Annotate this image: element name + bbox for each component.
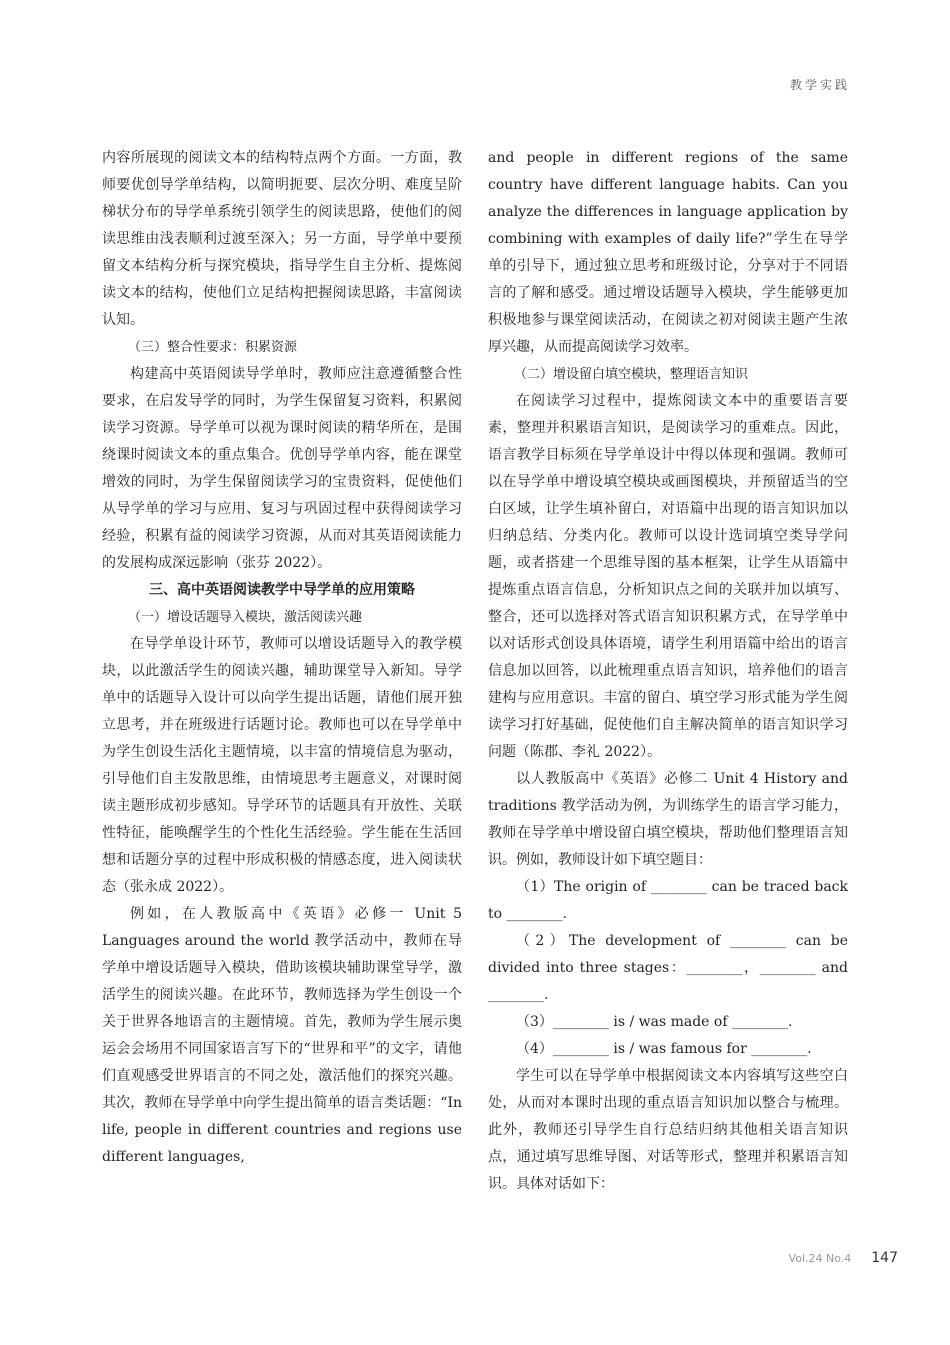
paragraph: 内容所展现的阅读文本的结构特点两个方面。一方面，教师要优创导学单结构，以简明扼要、层次分明、难度呈阶梯状分布的导学单系统引领学生的阅读思路，使他们的阅读思维由浅表顺利过渡至深入；另一方面，导学单中要预留文本结构分析与探究模块，指导学生自主分析、提炼阅读文本的结构，使他们立足结构把握阅读思路，丰富阅读认知。 <box>102 150 462 328</box>
fill-blank-item: （1）The origin of ________ can be traced back to ________. <box>488 879 848 922</box>
paragraph: 以人教版高中《英语》必修二 Unit 4 History and traditions 教学活动为例，为训练学生的语言学习能力，教师在导学单中增设留白填空模块，帮助他们整理语言知识。例如，教师设计如下填空题目： <box>488 771 848 868</box>
paragraph: 在导学单设计环节，教师可以增设话题导入的教学模块，以此激活学生的阅读兴趣，辅助课堂导入新知。导学单中的话题导入设计可以向学生提出话题，请他们展开独立思考，并在班级进行话题讨论。教师也可以在导学单中为学生创设生活化主题情境，以丰富的情境信息为驱动，引导他们自主发散思维，由情境思考主题意义，对课时阅读主题形成初步感知。导学环节的话题具有开放性、关联性特征，能唤醒学生的个性化生活经验。学生能在生活回想和话题分享的过程中形成积极的情感态度，进入阅读状态（张永成 2022）。 <box>102 636 462 895</box>
subsection-heading: （三）整合性要求：积累资源 <box>128 340 298 355</box>
paragraph: 学生可以在导学单中根据阅读文本内容填写这些空白处，从而对本课时出现的重点语言知识加以整合与梳理。此外，教师还引导学生自行总结归纳其他相关语言知识点，通过填写思维导图、对话等形式，整理并积累语言知识。具体对话如下： <box>488 1068 848 1192</box>
fill-blank-item: （3）________ is / was made of ________. <box>516 1014 793 1030</box>
subsection-heading: （一）增设话题导入模块，激活阅读兴趣 <box>128 610 363 625</box>
section-header: 教学实践 <box>789 78 850 92</box>
right-column <box>488 145 848 1198</box>
paragraph: 构建高中英语阅读导学单时，教师应注意遵循整合性要求，在启发导学的同时，为学生保留复习资料，积累阅读学习资源。导学单可以视为课时阅读的精华所在，是围绕课时阅读文本的重点集合。优创导学单内容，能在课堂增效的同时，为学生保留阅读学习的宝贵资料，促使他们从导学单的学习与应用、复习与巩固过程中获得阅读学习经验，积累有益的阅读学习资源，从而对其英语阅读能力的发展构成深远影响（张芬 2022）。 <box>102 366 462 571</box>
left-column <box>102 145 462 1171</box>
subsection-heading: （二）增设留白填空模块，整理语言知识 <box>514 367 749 382</box>
fill-blank-item: （4）________ is / was famous for ________. <box>516 1041 812 1057</box>
fill-blank-item: （2）The development of ________ can be divided into three stages：________，________ and ________. <box>488 933 848 1003</box>
paragraph: 在阅读学习过程中，提炼阅读文本中的重要语言要素，整理并积累语言知识，是阅读学习的重难点。因此，语言教学目标须在导学单设计中得以体现和强调。教师可以在导学单中增设填空模块或画图模块，并预留适当的空白区域，让学生填补留白，对语篇中出现的语言知识加以归纳总结、分类内化。教师可以设计选词填空类导学问题，或者搭建一个思维导图的基本框架，让学生从语篇中提炼重点语言信息，分析知识点之间的关联并加以填写、整合，还可以选择对答式语言知识积累方式，在导学单中以对话形式创设具体语境，请学生利用语篇中给出的语言信息加以回答，以此梳理重点语言知识，培养他们的语言建构与应用意识。丰富的留白、填空学习形式能为学生阅读学习打好基础，促使他们自主解决简单的语言知识学习问题（陈郡、李礼 2022）。 <box>488 393 848 760</box>
section-heading: 三、高中英语阅读教学中导学单的应用策略 <box>149 582 415 598</box>
paragraph: 例如，在人教版高中《英语》必修一 Unit 5 Languages around the world 教学活动中，教师在导学单中增设话题导入模块，借助该模块辅助课堂导学，激活学生的阅读兴趣。在此环节，教师选择为学生创设一个关于世界各地语言的主题情境。首先，教师为学生展示奥运会会场用不同国家语言写下的“世界和平”的文字，请他们直观感受世界语言的不同之处，激活他们的探究兴趣。其次，教师在导学单中向学生提出简单的语言类话题：“In life, people in different countries and regions use different languages, <box>102 906 462 1165</box>
page-number: 147 <box>871 1250 898 1266</box>
journal-issue: Vol.24 No.4 <box>788 1252 852 1265</box>
paragraph: and people in different regions of the same country have different language habits. Can you analyze the differences in language application by combining with examples of daily life?”学生在导学单的引导下，通过独立思考和班级讨论，分享对于不同语言的了解和感受。通过增设话题导入模块，学生能够更加积极地参与课堂阅读活动，在阅读之初对阅读主题产生浓厚兴趣，从而提高阅读学习效率。 <box>488 150 848 355</box>
page-footer <box>789 1250 898 1266</box>
